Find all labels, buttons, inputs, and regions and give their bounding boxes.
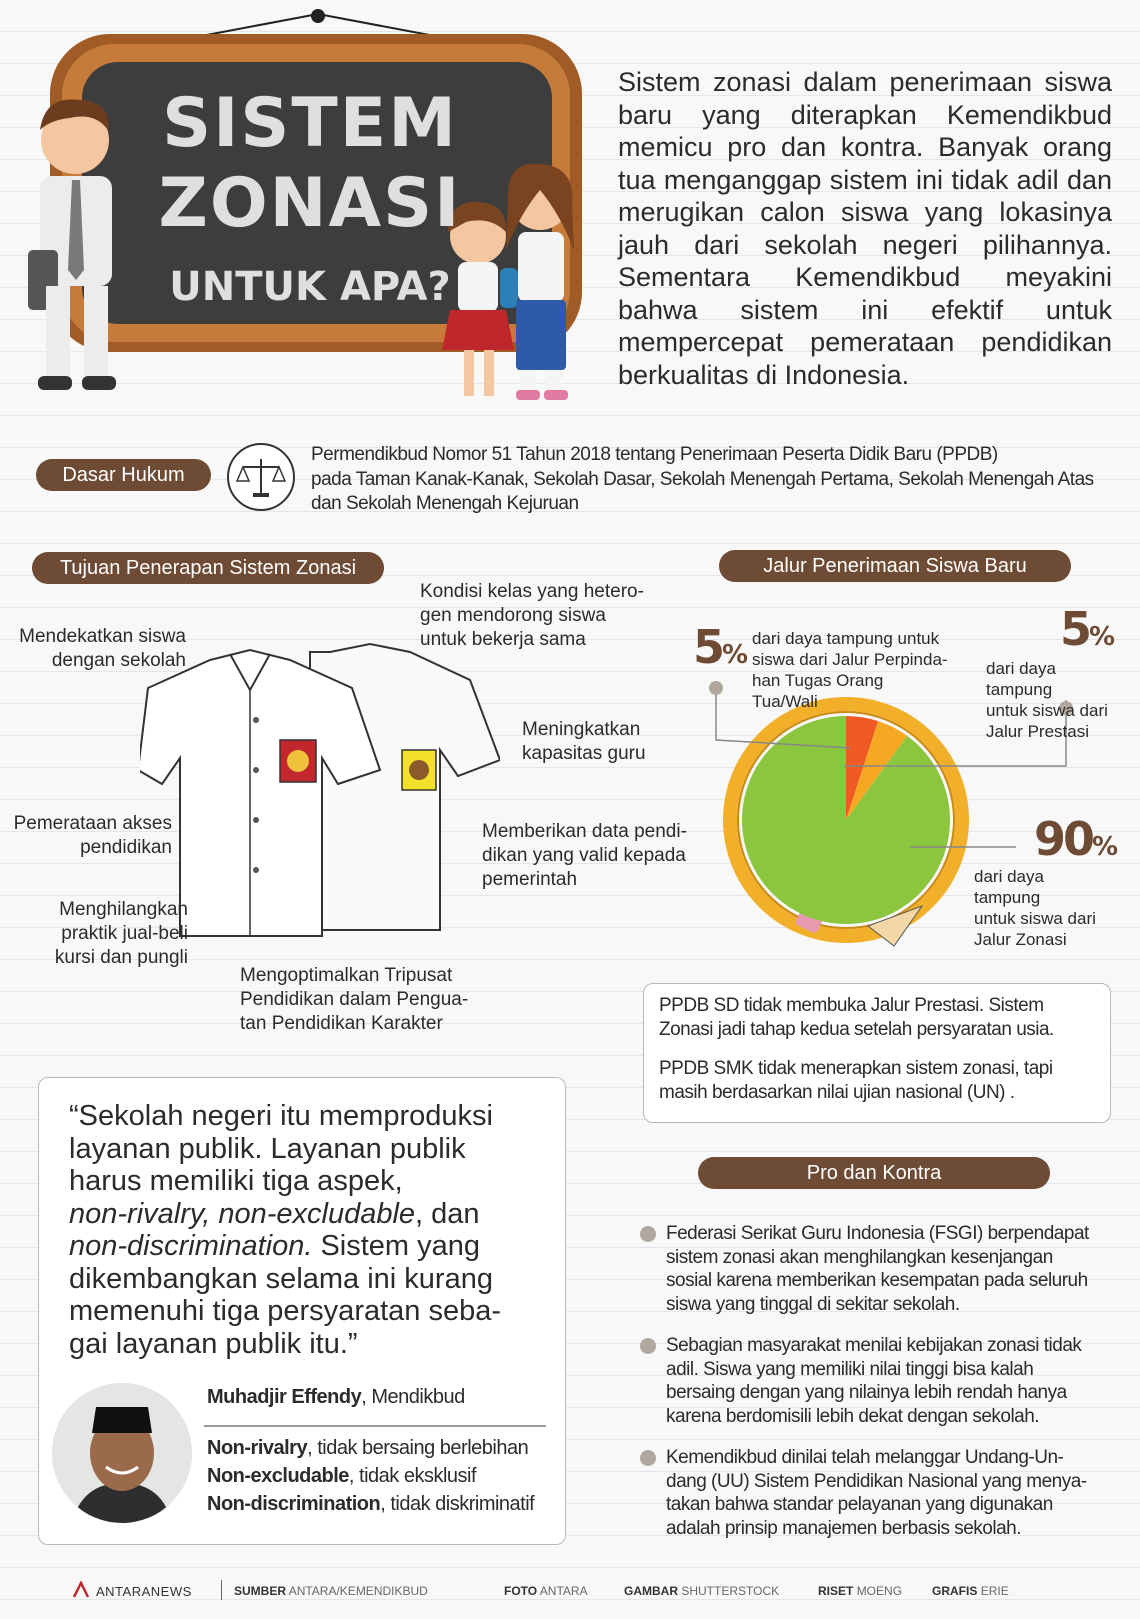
pct-sign: % [1089,622,1113,652]
definition-desc: , tidak eksklusif [348,1465,477,1487]
footer-key: RISET [818,1584,854,1598]
pro-kontra-item-2 [666,1334,1116,1428]
footer-sumber [234,1584,428,1598]
quote-line: layanan publik. Layanan publik [69,1132,466,1165]
bullet-icon [640,1450,656,1466]
goal-1-line: Mendekatkan siswa [19,626,186,647]
bullet-icon [640,1338,656,1354]
item-line: takan bahwa standar pelayanan yang digunakan [666,1494,1053,1515]
note-line: PPDB SMK tidak menerapkan sistem zonasi, tapi [659,1058,1053,1079]
goal-4-line: pendidikan [80,837,172,858]
item-line: karena berdomisili lebih dekat dengan sekolah. [666,1405,1040,1427]
quote-span: Sistem yang [312,1230,481,1262]
dasar-hukum-line1: Permendikbud Nomor 51 Tahun 2018 tentang Penerimaan Peserta Didik Baru (PPDB) [311,444,998,465]
footer-value: MOENG [856,1584,903,1598]
item-line: adalah prinsip manajemen berbasis sekolah. [666,1517,1022,1539]
jalur-label: Jalur Penerimaan Siswa Baru [719,550,1071,582]
definition-term: Non-excludable [207,1465,349,1487]
footer-value: ERIE [980,1584,1009,1598]
goal-3-line: kapasitas guru [522,743,646,764]
goal-6-line: kursi dan pungli [54,947,188,968]
definition-row [207,1462,534,1490]
desc-zonasi-line: Jalur Zonasi [974,930,1067,949]
goal-3-line: Meningkatkan [522,719,641,740]
board-title-line2: ZONASI [158,164,462,243]
note-line: masih berdasarkan nilai ujian nasional (UN) . [659,1082,1015,1103]
goal-5-line: pemerintah [482,869,578,890]
footer-grafis [932,1584,1009,1598]
goal-6-line: Menghilangkan [59,899,188,920]
dasar-hukum-text [311,443,1111,517]
desc-prestasi-line: Jalur Prestasi [986,722,1089,741]
pct-perpindahan [693,620,745,674]
goal-1-line: dengan sekolah [51,650,186,671]
pct-zonasi-value: 90 [1034,812,1093,866]
quote-italic: non-discrimination. [69,1230,313,1262]
avatar [52,1383,192,1523]
quote-line [69,1198,549,1231]
desc-perpindahan-line: siswa dari Jalur Perpinda- [752,650,948,669]
scale-icon [227,443,295,511]
desc-prestasi-line: untuk siswa dari [986,701,1108,720]
definition-desc: , tidak diskriminatif [380,1493,535,1515]
desc-perpindahan [752,628,952,712]
goal-5-line: dikan yang valid kepada [482,845,686,866]
speaker-name: Muhadjir Effendy [207,1386,362,1408]
goal-7-line: tan Pendidikan Karakter [240,1013,443,1034]
footer-divider [221,1580,222,1600]
item-line: Federasi Serikat Guru Indonesia (FSGI) berpendapat [666,1223,1089,1244]
footer-value: SHUTTERSTOCK [681,1584,780,1598]
definition-row [207,1490,534,1518]
footer-key: GRAFIS [932,1584,978,1598]
item-line: bersaing dengan yang nilainya lebih rendah hanya [666,1382,1067,1403]
desc-perpindahan-line: han Tugas Orang Tua/Wali [752,671,884,711]
goal-2-line: Kondisi kelas yang hetero- [420,581,644,602]
footer-key: FOTO [504,1584,538,1598]
uniform-shirts-illustration [140,640,500,940]
quote-line: gai layanan publik itu.” [69,1327,358,1360]
dasar-hukum-label: Dasar Hukum [36,459,211,491]
definitions [207,1434,534,1518]
note-line: Zonasi jadi tahap kedua setelah persyaratan usia. [659,1019,1054,1040]
desc-zonasi-line: untuk siswa dari [974,909,1096,928]
footer-key: GAMBAR [624,1584,678,1598]
goal-7-line: Mengoptimalkan Tripusat [240,965,453,986]
goal-kondisi-kelas [420,580,660,652]
definition-term: Non-discrimination [207,1493,381,1515]
ppdb-notes-box [643,983,1111,1123]
definition-desc: , tidak bersaing berlebihan [307,1437,529,1459]
item-line: dang (UU) Sistem Pendidikan Nasional yang menya- [666,1470,1087,1492]
goal-mendekatkan [10,625,186,673]
goal-5-line: Memberikan data pendi- [482,821,687,842]
pct-zonasi [1034,812,1115,866]
footer-brand: ANTARANEWS [96,1584,192,1599]
quote-line: dikembangkan selama ini kurang [69,1262,493,1295]
item-line: Sebagian masyarakat menilai kebijakan zonasi tidak [666,1335,1082,1356]
quote-divider [204,1425,546,1427]
quote-box [38,1077,566,1545]
goal-4-line: Pemerataan akses [13,813,172,834]
goal-pemerataan-akses [10,812,172,860]
intro-paragraph: Sistem zonasi dalam penerimaan siswa baru yang diterapkan Kemendikbud memicu pro dan kontra. Banyak orang tua menganggap sistem ini tidak adil dan merugikan calon siswa yang lokasinya jauh dari sekolah negeri pilihannya. Sementara Kemendikbud meyakini bahwa sistem ini efektif untuk mempercepat pemerataan pendidikan berkualitas di Indonesia. [618,67,1112,390]
quote-span: , dan [415,1197,480,1230]
footer-gambar [624,1584,779,1598]
pro-kontra-item-3 [666,1446,1116,1540]
goal-jual-beli [10,898,188,970]
bullet-icon [640,1226,656,1242]
quote-text [69,1100,549,1360]
antara-logo-icon [72,1581,90,1599]
goal-2-line: untuk bekerja sama [420,629,586,650]
pct-perpindahan-value: 5 [693,620,723,674]
note-line: PPDB SD tidak membuka Jalur Prestasi. Sistem [659,995,1044,1016]
boy-student-figure [28,99,116,390]
dasar-hukum-line2: pada Taman Kanak-Kanak, Sekolah Dasar, Sekolah Menengah Pertama, Sekolah Menengah Atas [311,468,1094,490]
goal-kapasitas-guru [522,718,682,766]
pct-prestasi-value: 5 [1060,602,1090,656]
desc-zonasi-line: dari daya tampung [974,867,1044,907]
desc-prestasi-line: dari daya tampung [986,659,1056,699]
quote-line: harus memiliki tiga aspek, [69,1165,403,1197]
footer-key: SUMBER [234,1584,287,1598]
pct-sign: % [722,640,746,670]
goal-2-line: gen mendorong siswa [420,605,606,626]
goal-tripusat [240,964,490,1036]
item-line: sistem zonasi akan menghilangkan kesenjangan [666,1246,1053,1268]
item-line: sosial karena memberikan kesempatan pada seluruh [666,1270,1088,1291]
pro-kontra-item-1 [666,1222,1116,1316]
pct-prestasi [1060,602,1112,656]
speaker-role: , Mendikbud [361,1386,465,1408]
item-line: adil. Siswa yang memiliki nilai tinggi bisa kalah [666,1358,1034,1380]
definition-row [207,1434,534,1462]
goal-7-line: Pendidikan dalam Pengua- [240,989,469,1010]
goal-6-line: praktik jual-beli [61,923,188,944]
speaker-line [207,1386,465,1409]
pct-sign: % [1092,832,1116,862]
desc-perpindahan-line: dari daya tampung untuk [752,629,940,648]
footer-riset [818,1584,902,1598]
dasar-hukum-line3: dan Sekolah Menengah Kejuruan [311,493,579,514]
board-title-line1: SISTEM [162,84,458,163]
quote-line: “Sekolah negeri itu memproduksi [69,1100,493,1132]
item-line: siswa yang tinggal di sekitar sekolah. [666,1293,960,1315]
board-title-line3: UNTUK APA? [169,264,451,310]
goal-data-pendidikan [482,820,702,892]
item-line: Kemendikbud dinilai telah melanggar Undang-Un- [666,1447,1064,1468]
quote-line [69,1230,549,1263]
desc-zonasi [974,866,1114,950]
pro-kontra-label: Pro dan Kontra [698,1157,1050,1189]
footer-value: ANTARA/KEMENDIKBUD [288,1584,428,1598]
footer-value: ANTARA [539,1584,588,1598]
desc-prestasi [986,658,1116,742]
tujuan-label: Tujuan Penerapan Sistem Zonasi [32,552,384,584]
definition-term: Non-rivalry [207,1437,308,1459]
quote-line: memenuhi tiga persyaratan seba- [69,1295,502,1327]
footer-foto [504,1584,588,1598]
quote-italic: non-rivalry, non-excludable [69,1197,416,1230]
